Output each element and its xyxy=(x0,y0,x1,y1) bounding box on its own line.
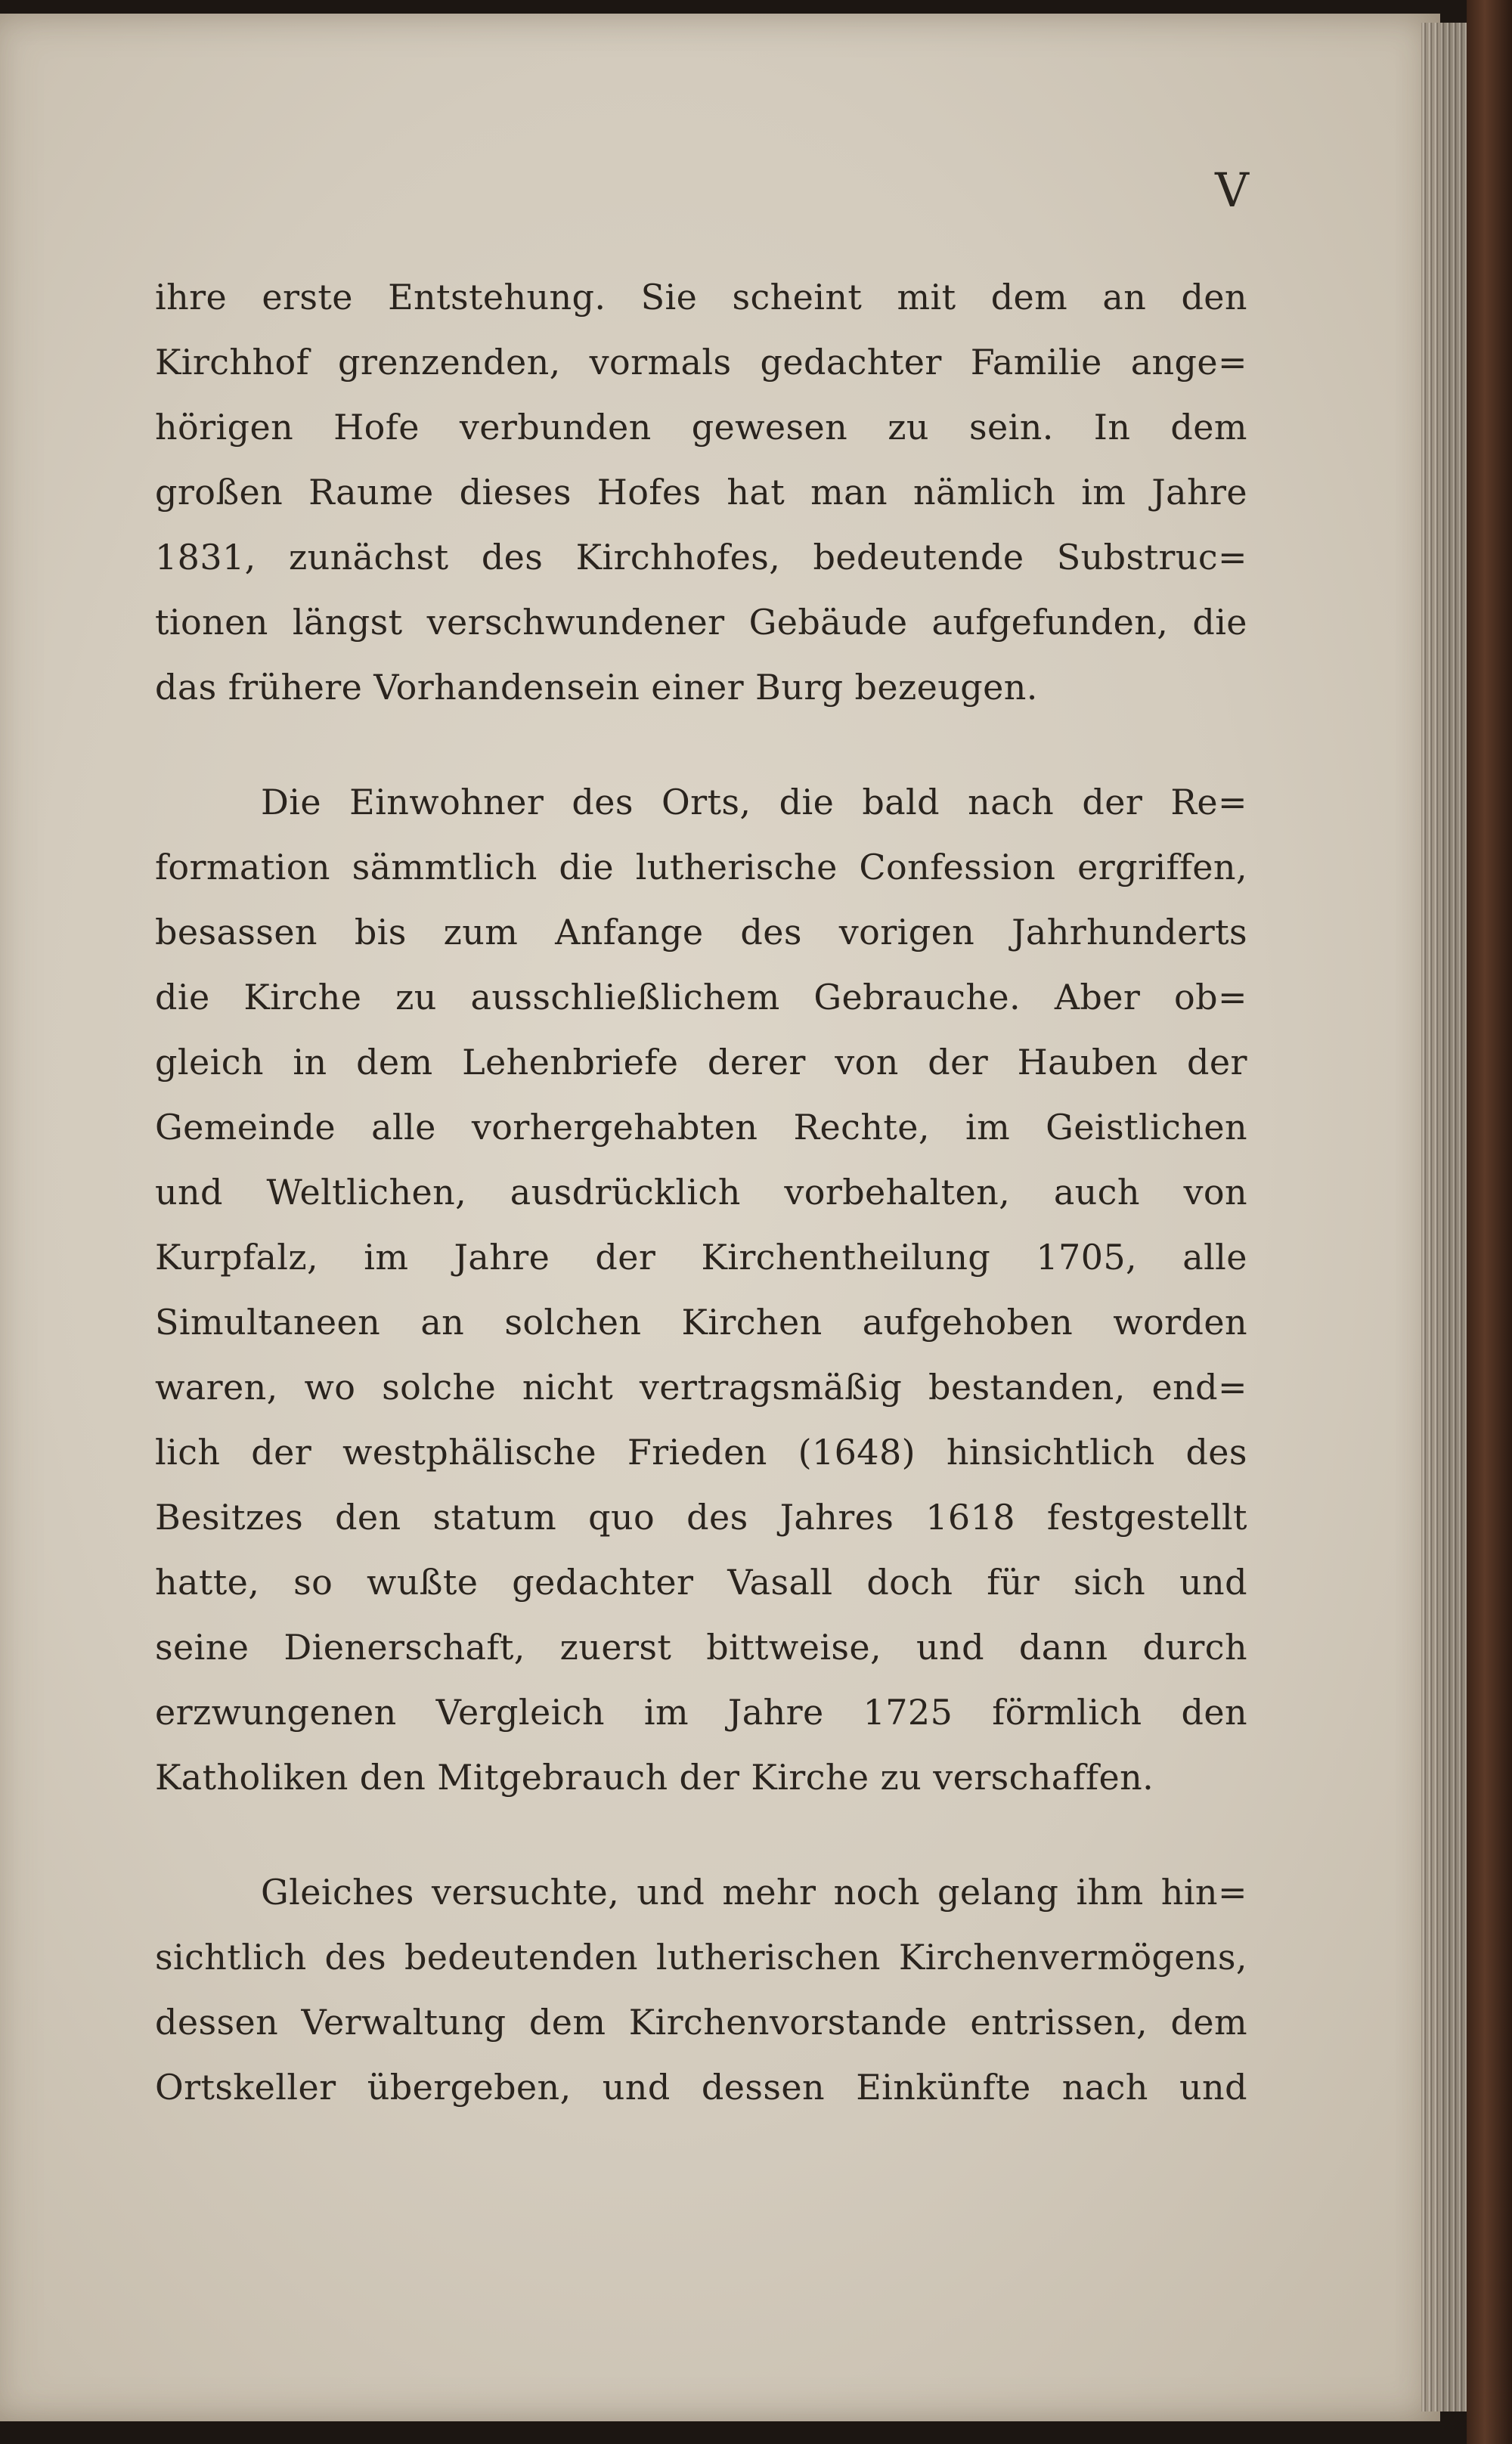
text-line: gleich in dem Lehenbriefe derer von der Hauben der xyxy=(155,1042,1247,1083)
text-line: 1831, zunächst des Kirchhofes, bedeutende Substruc= xyxy=(155,537,1247,578)
text-line: formation sämmtlich die lutherische Confession ergriffen, xyxy=(155,847,1247,887)
paragraph-spacer xyxy=(155,1810,1247,1860)
text-line: Kirchhof grenzenden, vormals gedachter Familie ange= xyxy=(155,342,1247,383)
text-line: dessen Verwaltung dem Kirchenvorstande entrissen, dem xyxy=(155,2002,1247,2043)
paragraph-2 xyxy=(155,770,1247,1810)
text-line: hatte, so wußte gedachter Vasall doch für sich und xyxy=(155,1562,1247,1603)
text-line: die Kirche zu ausschließlichem Gebrauche. Aber ob= xyxy=(155,977,1247,1018)
text-line: Ortskeller übergeben, und dessen Einkünfte nach und xyxy=(155,2067,1247,2108)
text-line: besassen bis zum Anfange des vorigen Jahrhunderts xyxy=(155,912,1247,953)
text-line: Gleiches versuchte, und mehr noch gelang ihm hin= xyxy=(261,1872,1247,1913)
text-line: und Weltlichen, ausdrücklich vorbehalten, auch von xyxy=(155,1172,1247,1213)
text-line: Simultaneen an solchen Kirchen aufgehoben worden xyxy=(155,1302,1247,1343)
text-line: Die Einwohner des Orts, die bald nach der Re= xyxy=(261,782,1247,822)
text-line: das frühere Vorhandensein einer Burg bezeugen. xyxy=(155,667,1038,708)
text-line: Kurpfalz, im Jahre der Kirchentheilung 1705, alle xyxy=(155,1237,1247,1278)
text-line: waren, wo solche nicht vertragsmäßig bestanden, end= xyxy=(155,1367,1247,1408)
text-line: ihre erste Entstehung. Sie scheint mit dem an den xyxy=(155,277,1247,318)
text-line: Katholiken den Mitgebrauch der Kirche zu verschaffen. xyxy=(155,1757,1154,1798)
text-line: großen Raume dieses Hofes hat man nämlich im Jahre xyxy=(155,472,1247,513)
text-line: sichtlich des bedeutenden lutherischen Kirchenvermögens, xyxy=(155,1937,1247,1978)
page-number: V xyxy=(1215,163,1250,218)
text-line: tionen längst verschwundener Gebäude aufgefunden, die xyxy=(155,602,1247,643)
text-line: lich der westphälische Frieden (1648) hinsichtlich des xyxy=(155,1432,1247,1473)
page-edges xyxy=(1421,23,1467,2411)
text-line: hörigen Hofe verbunden gewesen zu sein. In dem xyxy=(155,407,1247,448)
text-line: erzwungenen Vergleich im Jahre 1725 förmlich den xyxy=(155,1692,1247,1733)
paragraph-spacer xyxy=(155,720,1247,770)
paragraph-1 xyxy=(155,265,1247,720)
text-line: Besitzes den statum quo des Jahres 1618 festgestellt xyxy=(155,1497,1247,1538)
book-cover-edge xyxy=(1467,0,1512,2444)
page-text xyxy=(155,265,1247,2120)
text-line: Gemeinde alle vorhergehabten Rechte, im Geistlichen xyxy=(155,1107,1247,1148)
text-line: seine Dienerschaft, zuerst bittweise, und dann durch xyxy=(155,1627,1247,1668)
paragraph-3 xyxy=(155,1860,1247,2120)
